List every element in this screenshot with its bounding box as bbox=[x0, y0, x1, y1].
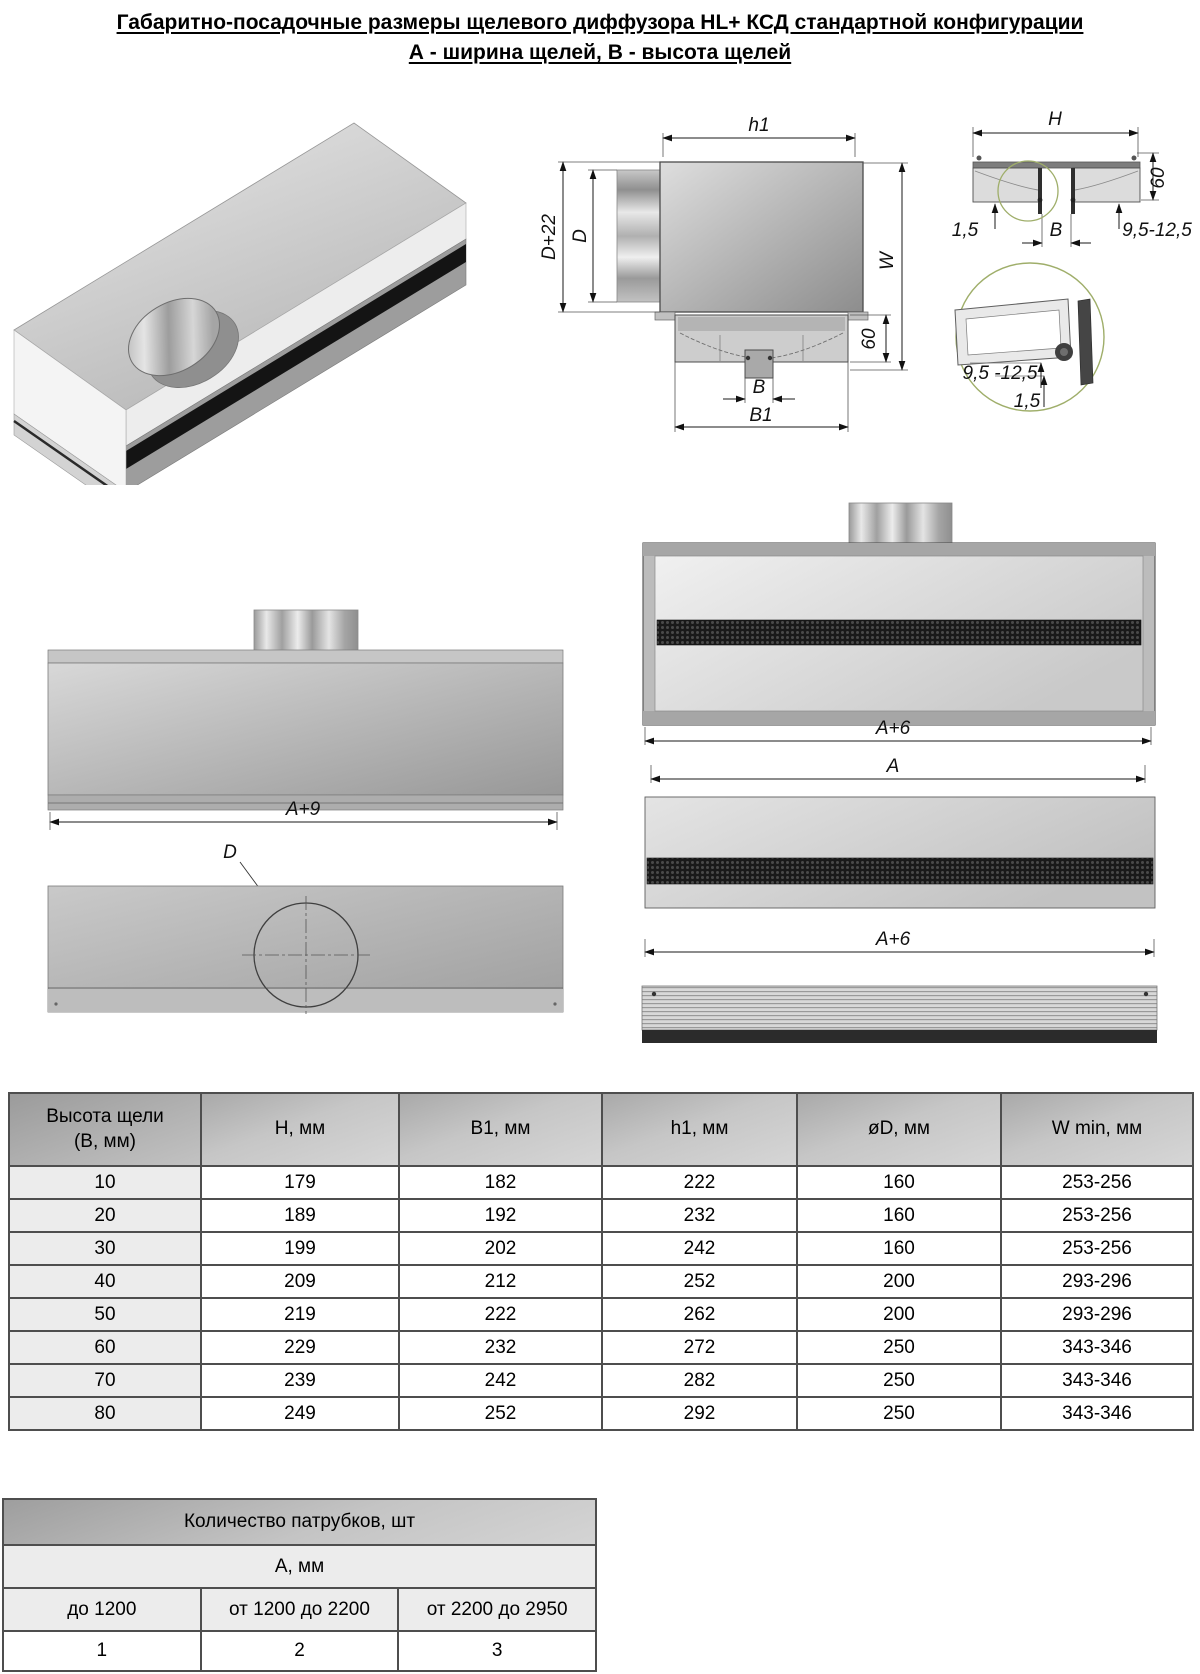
front-top-band bbox=[48, 650, 563, 663]
isometric-view-drawing bbox=[2, 85, 482, 485]
table-cell: 40 bbox=[9, 1265, 201, 1298]
detail-flange bbox=[1078, 299, 1093, 385]
dim-label-a-plus-6-top: A+6 bbox=[875, 718, 911, 739]
dim-label-b: B bbox=[752, 377, 766, 398]
table-cell: 80 bbox=[9, 1397, 201, 1430]
spigot-table-title: Количество патрубков, шт bbox=[3, 1499, 596, 1545]
section-tab-right bbox=[848, 312, 868, 320]
dim-label-d-plus-22: D+22 bbox=[539, 214, 560, 260]
range-cell-2: от 1200 до 2200 bbox=[201, 1588, 399, 1631]
table-cell: 202 bbox=[399, 1232, 602, 1265]
table-cell: 209 bbox=[201, 1265, 399, 1298]
face-panel bbox=[645, 797, 1155, 908]
table-cell: 242 bbox=[399, 1364, 602, 1397]
table-cell: 219 bbox=[201, 1298, 399, 1331]
end-screw-left bbox=[977, 156, 982, 161]
table-cell: 292 bbox=[602, 1397, 797, 1430]
table-cell: 282 bbox=[602, 1364, 797, 1397]
table-cell: 293-296 bbox=[1001, 1265, 1193, 1298]
table-cell: 192 bbox=[399, 1199, 602, 1232]
spigot-count-table bbox=[2, 1498, 597, 1672]
table-cell: 272 bbox=[602, 1331, 797, 1364]
table-row bbox=[9, 1298, 1193, 1331]
table-cell: 343-346 bbox=[1001, 1364, 1193, 1397]
table-row bbox=[9, 1199, 1193, 1232]
table-cell: 160 bbox=[797, 1199, 1001, 1232]
table-cell: 250 bbox=[797, 1364, 1001, 1397]
end-section-drawing bbox=[905, 105, 1200, 255]
page-title bbox=[0, 8, 1200, 69]
table-cell: 293-296 bbox=[1001, 1298, 1193, 1331]
detail-view-drawing bbox=[940, 255, 1200, 415]
table-cell: 249 bbox=[201, 1397, 399, 1430]
table-cell: 242 bbox=[602, 1232, 797, 1265]
end-body-left bbox=[973, 168, 1040, 202]
dim-label-1-5-detail: 1,5 bbox=[1013, 391, 1041, 412]
dim-label-h1: h1 bbox=[748, 115, 770, 136]
table-row bbox=[9, 1166, 1193, 1199]
table-cell: 20 bbox=[9, 1199, 201, 1232]
table-cell: 189 bbox=[201, 1199, 399, 1232]
dim-label-h: H bbox=[1048, 109, 1062, 130]
table-cell: 253-256 bbox=[1001, 1232, 1193, 1265]
section-head-sheen bbox=[678, 317, 845, 331]
front-spigot bbox=[254, 610, 358, 652]
header-slot-height bbox=[9, 1093, 201, 1166]
header-d: øD, мм bbox=[797, 1093, 1001, 1166]
table-cell: 239 bbox=[201, 1364, 399, 1397]
table-cell: 343-346 bbox=[1001, 1331, 1193, 1364]
profile-screw-left bbox=[652, 992, 656, 996]
table-cell: 343-346 bbox=[1001, 1397, 1193, 1430]
table-cell: 222 bbox=[399, 1298, 602, 1331]
bottom-face-profile-drawing bbox=[635, 495, 1165, 1050]
section-spigot bbox=[617, 170, 660, 302]
table-cell: 232 bbox=[602, 1199, 797, 1232]
table-cell: 70 bbox=[9, 1364, 201, 1397]
dim-label-b1: B1 bbox=[749, 405, 773, 426]
section-plenum-box bbox=[660, 162, 863, 312]
front-face bbox=[48, 663, 563, 795]
count-cell-1: 1 bbox=[3, 1631, 201, 1671]
header-slot-height-line1: Высота щели bbox=[46, 1105, 164, 1127]
top-view-dot-left bbox=[54, 1002, 57, 1005]
table-cell: 250 bbox=[797, 1331, 1001, 1364]
table-cell: 50 bbox=[9, 1298, 201, 1331]
table-cell: 250 bbox=[797, 1397, 1001, 1430]
header-h1: h1, мм bbox=[602, 1093, 797, 1166]
table-cell: 10 bbox=[9, 1166, 201, 1199]
header-wmin: W min, мм bbox=[1001, 1093, 1193, 1166]
table-cell: 182 bbox=[399, 1166, 602, 1199]
table-row bbox=[9, 1331, 1193, 1364]
dimensions-table bbox=[8, 1092, 1194, 1431]
dim-label-60-side: 60 bbox=[859, 328, 880, 350]
section-stem bbox=[745, 350, 773, 378]
header-slot-height-line2: (В, мм) bbox=[73, 1130, 136, 1152]
detail-seal-inner bbox=[1060, 348, 1068, 356]
end-screw-right bbox=[1132, 156, 1137, 161]
table-cell: 253-256 bbox=[1001, 1166, 1193, 1199]
range-cell-3: от 2200 до 2950 bbox=[398, 1588, 596, 1631]
table-cell: 212 bbox=[399, 1265, 602, 1298]
end-body-right bbox=[1073, 168, 1140, 202]
front-top-view-drawing bbox=[40, 600, 570, 1030]
count-cell-2: 2 bbox=[201, 1631, 399, 1671]
end-flange-right bbox=[1071, 168, 1075, 214]
dim-label-a: A bbox=[886, 756, 900, 777]
table-cell: 179 bbox=[201, 1166, 399, 1199]
table-row bbox=[9, 1265, 1193, 1298]
dim-label-60-end: 60 bbox=[1148, 167, 1169, 189]
section-bolt-right bbox=[768, 356, 772, 360]
section-tab-left bbox=[655, 312, 675, 320]
table-cell: 160 bbox=[797, 1232, 1001, 1265]
table-cell: 60 bbox=[9, 1331, 201, 1364]
dimensions-table-header bbox=[9, 1093, 1193, 1166]
dim-label-w: W bbox=[877, 252, 898, 270]
table-cell: 160 bbox=[797, 1166, 1001, 1199]
dimensions-table-body bbox=[9, 1166, 1193, 1430]
end-bolt-right bbox=[1071, 198, 1076, 203]
dim-label-9-5-detail: 9,5 -12,5 bbox=[962, 363, 1038, 384]
profile-screw-right bbox=[1144, 992, 1148, 996]
range-cell-1: до 1200 bbox=[3, 1588, 201, 1631]
dim-label-b-end: B bbox=[1049, 220, 1063, 241]
end-bolt-left bbox=[1038, 198, 1043, 203]
table-cell: 30 bbox=[9, 1232, 201, 1265]
dim-label-a-plus-6-bottom: A+6 bbox=[875, 929, 911, 950]
end-flange-left bbox=[1038, 168, 1042, 214]
table-row bbox=[9, 1232, 1193, 1265]
page-title-line2: А - ширина щелей, В - высота щелей bbox=[408, 41, 792, 65]
table-cell: 199 bbox=[201, 1232, 399, 1265]
top-view-dot-right bbox=[553, 1002, 556, 1005]
page-title-line1: Габаритно-посадочные размеры щелевого диффузора HL+ КСД стандартной конфигурации bbox=[116, 11, 1084, 34]
dim-label-1-5-end: 1,5 bbox=[951, 220, 979, 241]
table-cell: 252 bbox=[399, 1397, 602, 1430]
section-bolt-left bbox=[746, 356, 750, 360]
bottom-view-top-band bbox=[643, 543, 1155, 556]
dim-label-a-plus-9: A+9 bbox=[285, 799, 321, 820]
table-row bbox=[9, 1397, 1193, 1430]
count-cell-3: 3 bbox=[398, 1631, 596, 1671]
table-row bbox=[9, 1364, 1193, 1397]
table-cell: 222 bbox=[602, 1166, 797, 1199]
bottom-view-spigot bbox=[849, 503, 952, 545]
slot-profile-dark-strip bbox=[642, 1030, 1157, 1043]
bottom-view-perforation bbox=[657, 620, 1141, 645]
table-cell: 200 bbox=[797, 1298, 1001, 1331]
dim-label-9-5-end: 9,5-12,5 bbox=[1122, 220, 1192, 241]
table-cell: 229 bbox=[201, 1331, 399, 1364]
spigot-table-subtitle: А, мм bbox=[3, 1545, 596, 1588]
header-b1: B1, мм bbox=[399, 1093, 602, 1166]
table-cell: 253-256 bbox=[1001, 1199, 1193, 1232]
table-cell: 232 bbox=[399, 1331, 602, 1364]
table-cell: 262 bbox=[602, 1298, 797, 1331]
face-panel-perforation bbox=[647, 858, 1153, 884]
table-cell: 252 bbox=[602, 1265, 797, 1298]
header-h: H, мм bbox=[201, 1093, 399, 1166]
top-view-strip bbox=[48, 989, 563, 1012]
table-cell: 200 bbox=[797, 1265, 1001, 1298]
dim-label-d: D bbox=[570, 229, 591, 243]
end-top-plate bbox=[973, 162, 1140, 168]
dim-label-d-hole: D bbox=[223, 842, 237, 863]
side-section-drawing bbox=[520, 95, 920, 440]
slot-profile bbox=[642, 986, 1157, 1030]
